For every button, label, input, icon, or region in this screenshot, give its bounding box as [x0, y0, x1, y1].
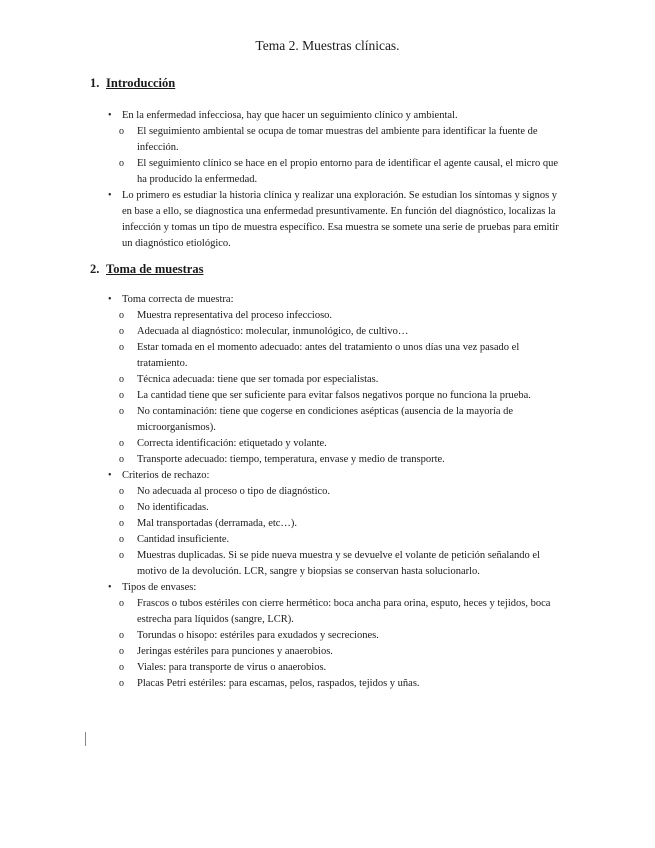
sub-list-item	[107, 548, 562, 580]
sub-list-item	[107, 372, 562, 388]
section-number: 1.	[90, 76, 100, 90]
sub-bullet-icon: o	[119, 158, 124, 169]
bullet-icon: •	[108, 294, 112, 305]
sub-list-item-text: Muestra representativa del proceso infeccioso.	[137, 310, 333, 321]
sub-bullet-icon: o	[119, 486, 124, 497]
sub-list-item	[107, 308, 562, 324]
sub-list-item	[107, 388, 562, 404]
sub-bullet-icon: o	[119, 438, 124, 449]
list-item-text: Tipos de envases:	[122, 582, 197, 593]
section-title: Introducción	[106, 76, 176, 90]
sub-list-item	[107, 340, 562, 372]
sub-list-item-text: El seguimiento ambiental se ocupa de tomar muestras del ambiente para identificar la fuente de infección.	[137, 126, 538, 153]
bullet-icon: •	[108, 470, 112, 481]
sub-list-item	[107, 660, 562, 676]
section-heading-introduccion	[90, 76, 175, 91]
list-item	[107, 188, 562, 252]
sub-list-item	[107, 156, 562, 188]
sub-bullet-icon: o	[119, 310, 124, 321]
list-item	[107, 292, 562, 308]
sub-list-item-text: Correcta identificación: etiquetado y volante.	[137, 438, 327, 449]
sub-list-item	[107, 516, 562, 532]
list-item	[107, 468, 562, 484]
section-2-list	[107, 292, 562, 692]
sub-bullet-icon: o	[119, 502, 124, 513]
sub-bullet-icon: o	[119, 406, 124, 417]
sub-list-item-text: Cantidad insuficiente.	[137, 534, 230, 545]
list-item-text: En la enfermedad infecciosa, hay que hacer un seguimiento clínico y ambiental.	[122, 110, 458, 121]
sub-list-item	[107, 404, 562, 436]
sub-list-item	[107, 124, 562, 156]
sub-list-item	[107, 500, 562, 516]
sub-list-item-text: Muestras duplicadas. Si se pide nueva muestra y se devuelve el volante de petición señalando el motivo de la devolución. LCR, sangre y biopsias se conservan hasta solucionarlo.	[137, 550, 540, 577]
section-1-list	[107, 108, 562, 252]
sub-bullet-icon: o	[119, 678, 124, 689]
sub-list-item-text: Técnica adecuada: tiene que ser tomada por especialistas.	[137, 374, 379, 385]
sub-list-item-text: Estar tomada en el momento adecuado: antes del tratamiento o unos días una vez pasado el tratamiento.	[137, 342, 520, 369]
sub-list-item-text: La cantidad tiene que ser suficiente para evitar falsos negativos porque no funciona la prueba.	[137, 390, 531, 401]
sub-bullet-icon: o	[119, 374, 124, 385]
sub-bullet-icon: o	[119, 126, 124, 137]
text-cursor	[85, 732, 86, 746]
sub-bullet-icon: o	[119, 518, 124, 529]
section-number: 2.	[90, 262, 100, 276]
sub-bullet-icon: o	[119, 534, 124, 545]
list-item	[107, 580, 562, 596]
sub-list-item-text: No adecuada al proceso o tipo de diagnóstico.	[137, 486, 331, 497]
sub-bullet-icon: o	[119, 662, 124, 673]
sub-list-item-text: Transporte adecuado: tiempo, temperatura, envase y medio de transporte.	[137, 454, 445, 465]
sub-bullet-icon: o	[119, 598, 124, 609]
sub-list-item	[107, 436, 562, 452]
list-item-text: Toma correcta de muestra:	[122, 294, 234, 305]
sub-list-item-text: Mal transportadas (derramada, etc…).	[137, 518, 298, 529]
sub-list-item	[107, 596, 562, 628]
section-heading-toma-de-muestras	[90, 262, 203, 277]
bullet-icon: •	[108, 582, 112, 593]
sub-list-item-text: Adecuada al diagnóstico: molecular, inmunológico, de cultivo…	[137, 326, 409, 337]
list-item	[107, 108, 562, 124]
sub-list-item-text: Placas Petri estériles: para escamas, pelos, raspados, tejidos y uñas.	[137, 678, 420, 689]
sub-bullet-icon: o	[119, 646, 124, 657]
sub-bullet-icon: o	[119, 390, 124, 401]
sub-list-item	[107, 484, 562, 500]
sub-bullet-icon: o	[119, 342, 124, 353]
section-title: Toma de muestras	[106, 262, 204, 276]
sub-list-item	[107, 628, 562, 644]
sub-list-item-text: Torundas o hisopo: estériles para exudados y secreciones.	[137, 630, 379, 641]
sub-list-item-text: No identificadas.	[137, 502, 209, 513]
bullet-icon: •	[108, 190, 112, 201]
sub-list-item	[107, 644, 562, 660]
list-item-text: Lo primero es estudiar la historia clínica y realizar una exploración. Se estudian los síntomas y signos y en base a ello, se diagnostica una enfermedad presuntivamente. En función del diagnóstico, localizas la infección y tomas un tipo de muestra específico. Esa muestra se somete una serie de pruebas para emitir un diagnóstico etiológico.	[122, 190, 559, 249]
sub-list-item-text: Jeringas estériles para punciones y anaerobios.	[137, 646, 333, 657]
sub-bullet-icon: o	[119, 454, 124, 465]
sub-list-item	[107, 324, 562, 340]
sub-bullet-icon: o	[119, 326, 124, 337]
sub-list-item-text: Frascos o tubos estériles con cierre hermético: boca ancha para orina, esputo, heces y tejidos, boca estrecha para líquidos (sangre, LCR).	[137, 598, 551, 625]
sub-list-item	[107, 452, 562, 468]
sub-list-item-text: No contaminación: tiene que cogerse en condiciones asépticas (ausencia de la mayoría de microorganismos).	[137, 406, 514, 433]
sub-bullet-icon: o	[119, 550, 124, 561]
sub-list-item	[107, 532, 562, 548]
sub-list-item-text: Viales: para transporte de virus o anaerobios.	[137, 662, 327, 673]
bullet-icon: •	[108, 110, 112, 121]
sub-bullet-icon: o	[119, 630, 124, 641]
sub-list-item-text: El seguimiento clínico se hace en el propio entorno para de identificar el agente causal, el micro que ha producido la enfermedad.	[137, 158, 558, 185]
list-item-text: Criterios de rechazo:	[122, 470, 210, 481]
sub-list-item	[107, 676, 562, 692]
document-title: Tema 2. Muestras clínicas.	[255, 38, 400, 53]
